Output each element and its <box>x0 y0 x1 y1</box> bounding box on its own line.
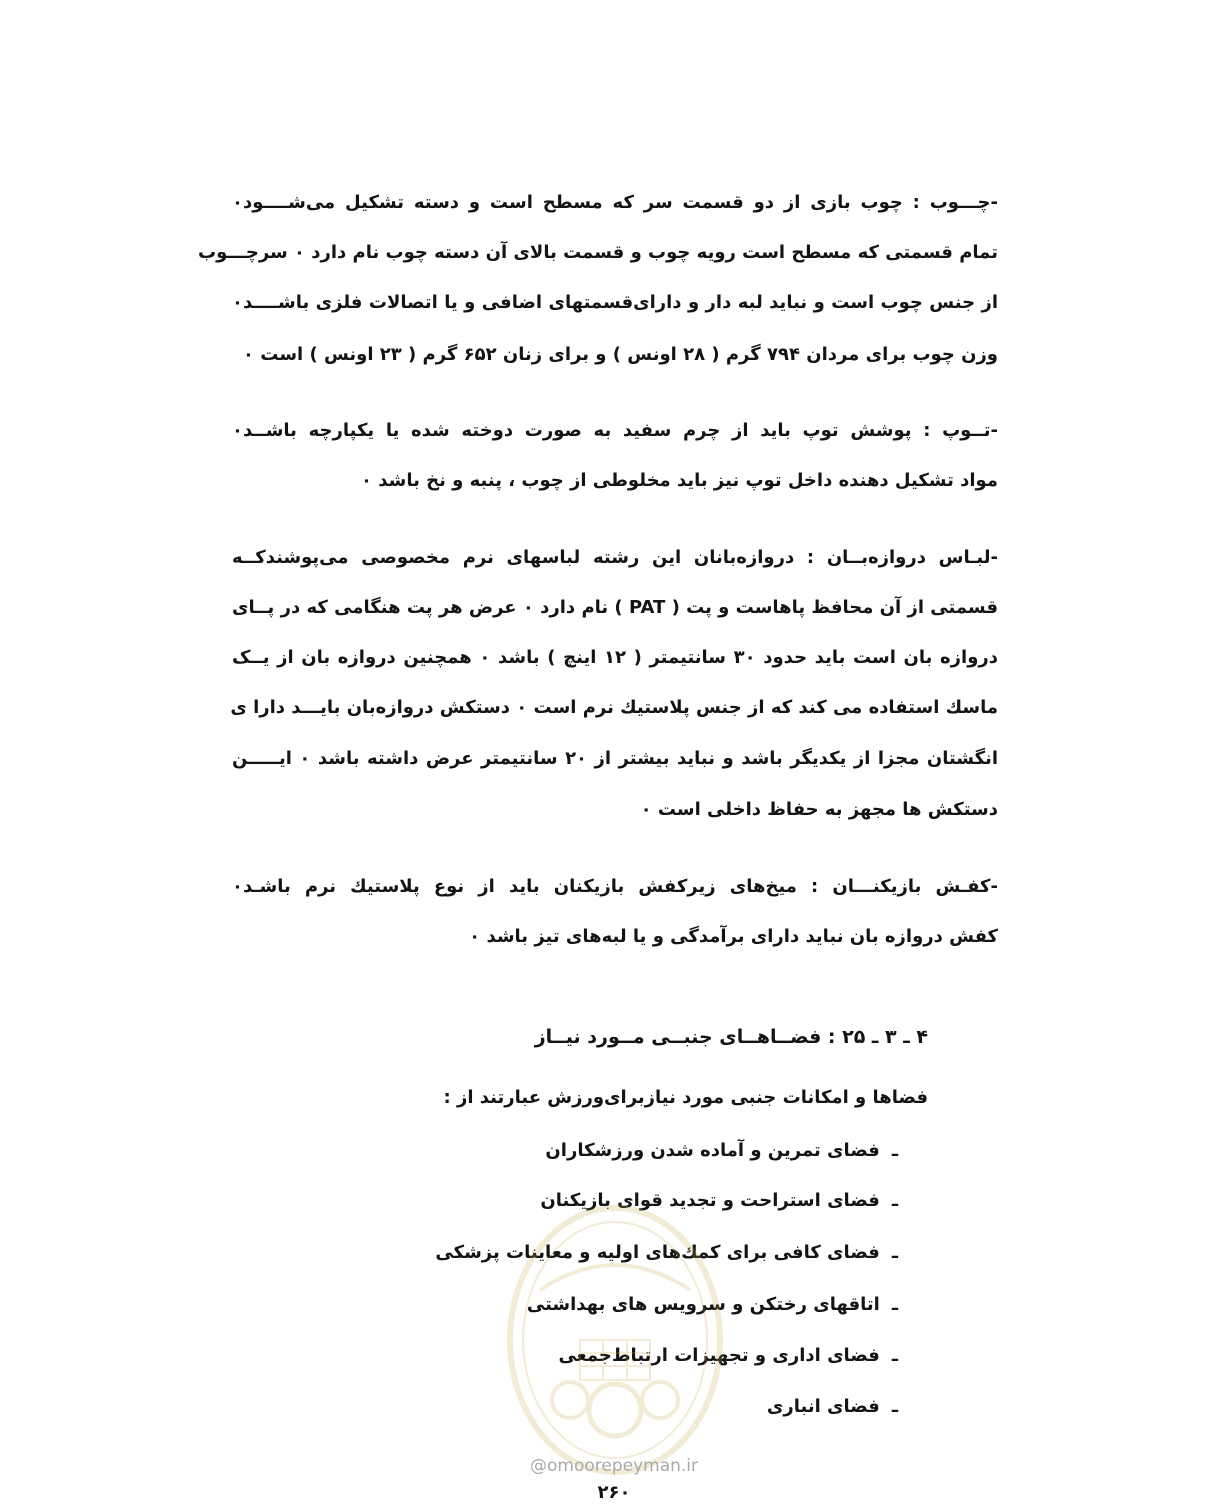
section-heading: ۴ ـ ۳ ـ ۲۵ : فضــاهــای جنبــی مــورد نیــاز <box>534 1026 928 1048</box>
website-watermark: @omoorepeyman.ir <box>529 1456 699 1476</box>
keeper-line-5: انگشتان مجزا از یکدیگر باشد و نباید بیشتر از ۲۰ سانتیمتر عرض داشته باشد ۰ ایـــــن <box>232 748 999 769</box>
list-dash: ـ <box>891 1190 898 1211</box>
list-item-text: اتاقهای رختکن و سرویس های بهداشتی <box>526 1294 880 1315</box>
ball-line-1: -تــوپ : پوشش توپ باید از چرم سفید به صورت دوخته شده یا یکپارچه باشــد۰ <box>232 420 998 441</box>
intro-text: فضاها و امکانات جنبی مورد نیازبرای‌ورزش عبارتند از : <box>443 1087 928 1108</box>
shoes-line-2: کفش دروازه بان نباید دارای برآمدگی و یا لبه‌های تیز باشد ۰ <box>469 926 998 947</box>
keeper-line-4: ماسك استفاده می کند که از جنس پلاستیك نرم است ۰ دستکش دروازه‌بان بایـــد دارا ی <box>230 697 998 718</box>
list-dash: ـ <box>891 1242 898 1263</box>
list-item-text: فضای کافی برای کمك‌های اولیه و معاینات پزشکی <box>435 1242 880 1263</box>
list-dash: ـ <box>891 1140 898 1161</box>
shoes-line-1: -کفـش بازیکنـــان : میخ‌های زیرکفش بازیکنان باید از نوع پلاستیك نرم باشـد۰ <box>232 876 998 897</box>
keeper-line-2: قسمتی از آن محافظ پاهاست و پت ( PAT ) نام دارد ۰ عرض هر پت هنگامی که در پــای <box>232 597 998 618</box>
list-item-text: فضای استراحت و تجدید قوای بازیکنان <box>540 1190 880 1211</box>
list-item <box>545 1138 898 1164</box>
keeper-line-1: -لبـاس دروازه‌بــان : دروازه‌بانان این رشته لباسهای نرم مخصوصی می‌پوشندکــه <box>232 547 998 568</box>
list-dash: ـ <box>891 1396 898 1417</box>
list-dash: ـ <box>891 1294 898 1315</box>
list-item-text: فضای تمرین و آماده شدن ورزشکاران <box>545 1140 880 1161</box>
bat-line-2: تمام قسمتی که مسطح است رویه چوب و قسمت بالای آن دسته چوب نام دارد ۰ سرچـــوب <box>198 242 998 263</box>
ball-line-2: مواد تشکیل دهنده داخل توپ نیز باید مخلوطی از چوب ، پنبه و نخ باشد ۰ <box>361 470 998 491</box>
list-item-text: فضای اداری و تجهیزات ارتباط‌جمعی <box>558 1345 880 1366</box>
keeper-line-6: دستکش ها مجهز به حفاظ داخلی است ۰ <box>640 799 998 820</box>
page-number: ۲۶۰ <box>597 1482 631 1503</box>
watermark-logo <box>500 1200 730 1480</box>
list-item <box>767 1394 898 1420</box>
keeper-line-3: دروازه بان است باید حدود ۳۰ سانتیمتر ( ۱۲ اینچ ) باشد ۰ همچنین دروازه بان از یــک <box>232 647 998 668</box>
bat-line-1: -چـــوب : چوب بازی از دو قسمت سر که مسطح است و دسته تشکیل می‌شــــود۰ <box>232 192 998 213</box>
list-dash: ـ <box>891 1345 898 1366</box>
list-item-text: فضای انباری <box>766 1396 880 1417</box>
bat-line-3: از جنس چوب است و نباید لبه دار و دارای‌قسمتهای اضافی و یا اتصالات فلزی باشــــد۰ <box>232 292 998 313</box>
bat-line-4: وزن چوب برای مردان ۷۹۴ گرم ( ۲۸ اونس ) و برای زنان ۶۵۲ گرم ( ۲۳ اونس ) است ۰ <box>243 344 998 365</box>
